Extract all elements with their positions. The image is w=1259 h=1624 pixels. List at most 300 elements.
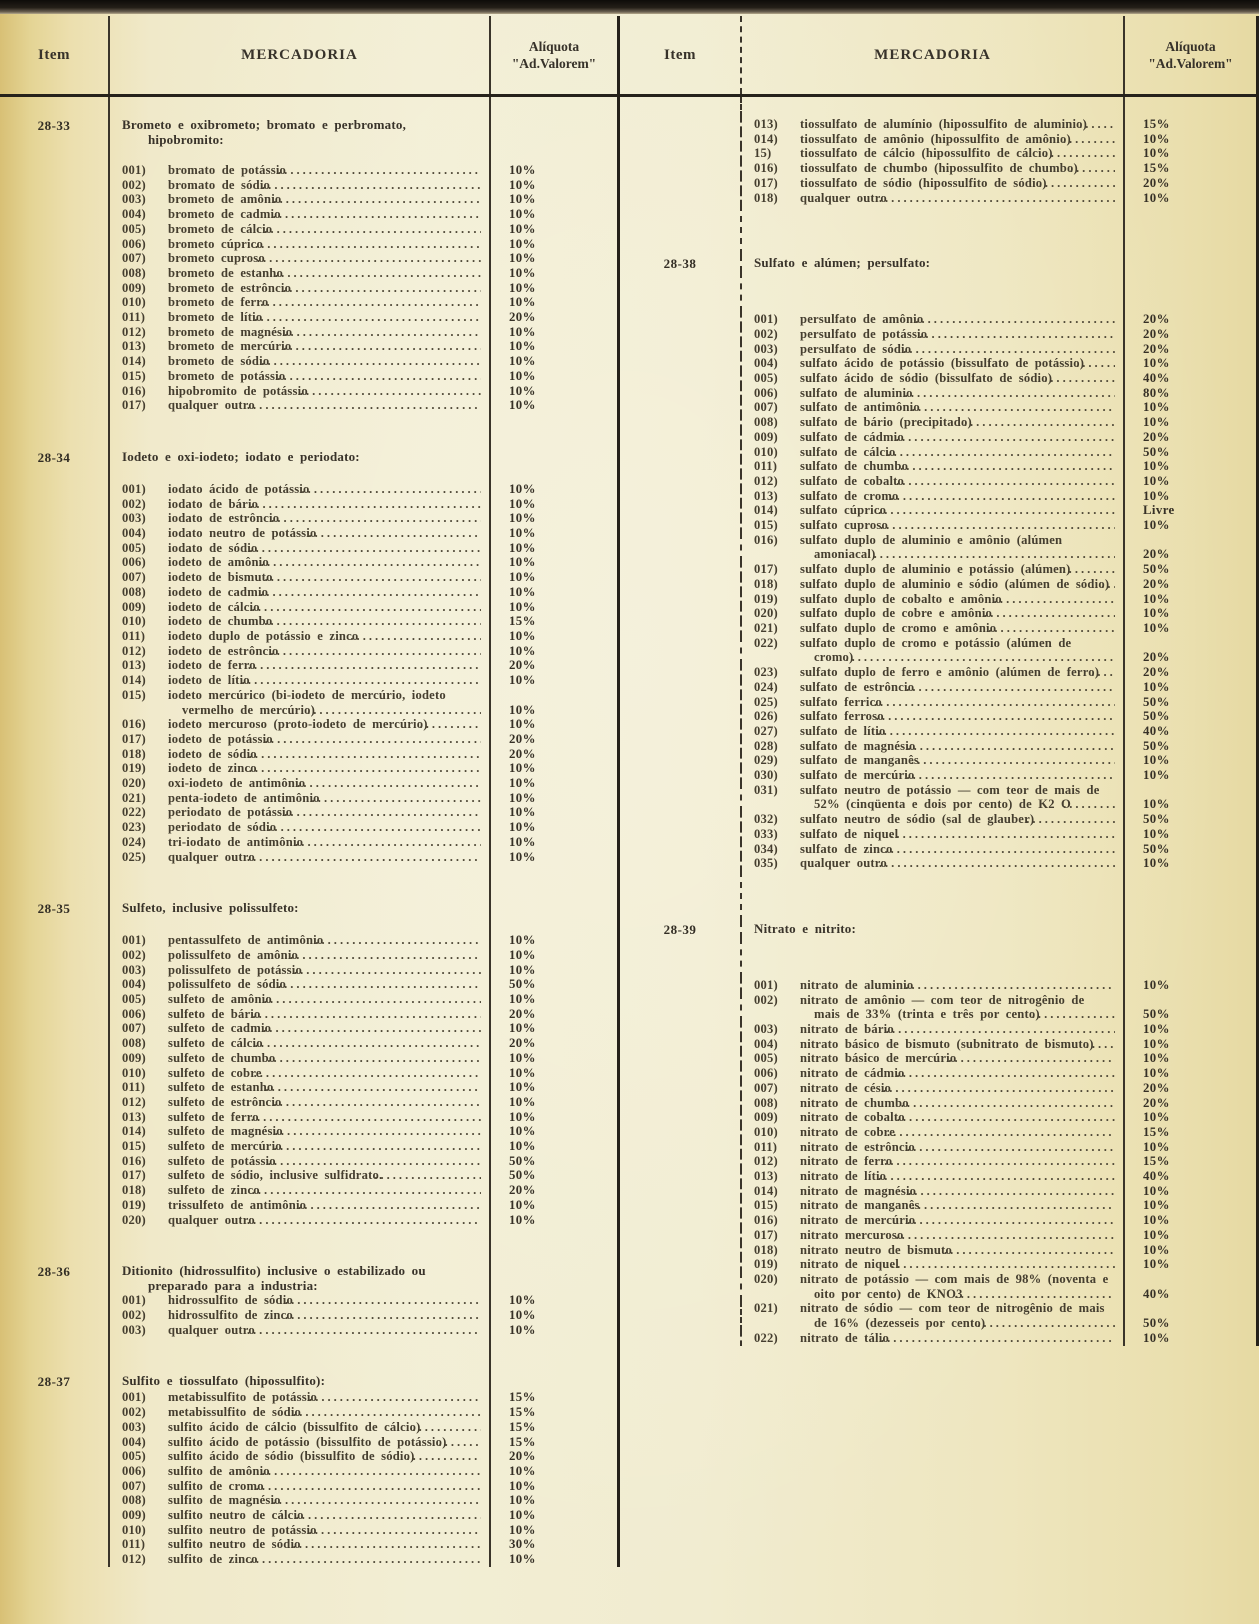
entry-rate: 20% [1143, 1080, 1170, 1095]
entry-rate: 20% [1143, 665, 1170, 680]
entry-description: sulfato duplo de cobalto e amônio ..... [800, 592, 1115, 607]
entry-code: 035) [754, 856, 778, 871]
entry-code: 025) [754, 694, 778, 709]
entry-rate: 15% [509, 614, 536, 629]
section-header-row [0, 1263, 617, 1293]
table-row [620, 827, 1256, 842]
entry-code: 019) [754, 1257, 778, 1272]
entry-cell [740, 518, 1125, 533]
entry-rate: 15% [509, 1390, 536, 1405]
entry-code: 013) [754, 117, 778, 131]
table-row [0, 585, 617, 600]
column-header-aliquota [1125, 16, 1256, 94]
table-row [620, 445, 1256, 460]
entry-rate: 20% [1143, 1095, 1170, 1110]
entry-rate: 10% [509, 761, 536, 776]
entry-cell [108, 1308, 491, 1323]
entry-code: 003) [754, 1022, 778, 1037]
table-row [620, 739, 1256, 754]
entry-rate: 10% [509, 251, 536, 266]
entry-code: 017) [754, 1227, 778, 1242]
entry-rate: 50% [1143, 694, 1170, 709]
entry-code: 006) [122, 555, 146, 570]
column-header-item: Item [38, 46, 70, 63]
entry-rate: 10% [1143, 518, 1170, 533]
entry-rate: 10% [509, 295, 536, 310]
entry-rate: 10% [509, 1109, 536, 1124]
entry-description: sulfeto de estrôncio ..... [168, 1095, 481, 1110]
entry-code: 014) [122, 673, 146, 688]
entry-cell [740, 606, 1125, 621]
entry-description: polissulfeto de sódio ..... [168, 977, 481, 992]
entry-code: 008) [122, 584, 146, 599]
entry-description: polissulfeto de potássio ..... [168, 963, 481, 978]
entry-cell [740, 1301, 1125, 1330]
entry-description: sulfeto de mercúrio ..... [168, 1139, 481, 1154]
entry-cell [740, 1198, 1125, 1213]
table-row [0, 163, 617, 178]
entry-cell [108, 526, 491, 541]
entry-code: 010) [754, 444, 778, 459]
entry-cell [740, 342, 1125, 357]
table-row [620, 327, 1256, 342]
entry-description: sulfato ácido de potássio (bissulfato de potássio) ..... [800, 356, 1115, 371]
entry-cell [108, 310, 491, 325]
entry-cell [108, 1523, 491, 1538]
table-row [0, 1051, 617, 1066]
aliquota-label-line1: Alíquota [1165, 39, 1216, 54]
entry-code: 016) [754, 532, 778, 547]
entry-rate: 10% [509, 717, 536, 732]
entry-description: nitrato de niquel ..... [800, 1257, 1115, 1272]
entry-description: tiossulfato de amônio (hipossulfito de amônio) ..... [800, 132, 1115, 147]
entry-cell [740, 1037, 1125, 1052]
section-title-cell [740, 921, 1125, 938]
entry-code: 016) [122, 717, 146, 732]
table-row [620, 1213, 1256, 1228]
entry-description: iodeto de estrôncio ..... [168, 644, 481, 659]
entry-code: 004) [754, 356, 778, 371]
entry-code: 006) [122, 1463, 146, 1478]
entry-cell [108, 776, 491, 791]
entry-description: sulfato de manganês ..... [800, 753, 1115, 768]
table-row [0, 570, 617, 585]
table-row [620, 459, 1256, 474]
entry-description: sulfito ácido de potássio (bissulfito de potássio) ..... [168, 1435, 481, 1450]
table-row [0, 207, 617, 222]
table-row [0, 369, 617, 384]
entry-rate: 10% [509, 1139, 536, 1154]
section-item-number: 28-33 [37, 118, 71, 133]
table-row [620, 132, 1256, 147]
entry-code: 025) [122, 849, 146, 864]
entry-rate: 50% [1143, 812, 1170, 827]
table-row [0, 384, 617, 399]
table-row [0, 1537, 617, 1552]
entry-code: 014) [754, 131, 778, 146]
entry-description: iodeto de sódio ..... [168, 747, 481, 762]
entry-cell [108, 266, 491, 281]
spacer-row [620, 938, 1256, 978]
entry-cell [740, 680, 1125, 695]
entry-rate: 10% [1143, 753, 1170, 768]
entry-description: iodeto de cálcio ..... [168, 600, 481, 615]
entry-code: 003) [122, 511, 146, 526]
entry-code: 010) [122, 1522, 146, 1537]
entry-rate: 10% [1143, 1330, 1170, 1345]
entry-cell [740, 1169, 1125, 1184]
entry-cell [108, 963, 491, 978]
table-row [620, 386, 1256, 401]
table-row [0, 1464, 617, 1479]
entry-code: 033) [754, 826, 778, 841]
table-row [0, 747, 617, 762]
table-row [620, 518, 1256, 533]
entry-rate: 20% [1143, 576, 1170, 591]
entry-cell [108, 1066, 491, 1081]
entry-code: 027) [754, 723, 778, 738]
entry-cell [108, 835, 491, 850]
entry-description: sulfeto de zinco ..... [168, 1183, 481, 1198]
entry-cell [108, 384, 491, 399]
entry-rate: 10% [1143, 856, 1170, 871]
entry-cell [108, 1080, 491, 1095]
entry-code: 011) [754, 459, 778, 474]
entry-description: qualquer outro ..... [168, 398, 481, 413]
entry-description: sulfato de bário (precipitado) ..... [800, 415, 1115, 430]
table-row [0, 600, 617, 615]
entry-cell [108, 497, 491, 512]
entry-rate: 10% [1143, 415, 1170, 430]
table-row [0, 791, 617, 806]
entry-code: 015) [754, 518, 778, 533]
table-row [0, 820, 617, 835]
entry-description: persulfato de amônio ..... [800, 312, 1115, 327]
entry-code: 006) [122, 1006, 146, 1021]
table-row [0, 644, 617, 659]
right-table-body [620, 97, 1256, 1346]
entry-description: nitrato neutro de bismuto ..... [800, 1243, 1115, 1258]
entry-code: 010) [754, 1124, 778, 1139]
table-row [0, 178, 617, 193]
table-row [0, 1036, 617, 1051]
entry-description: sulfeto de cálcio ..... [168, 1036, 481, 1051]
entry-description: sulfato cúprico ..... [800, 503, 1115, 518]
column-header-aliquota [491, 16, 617, 94]
entry-cell [740, 327, 1125, 342]
entry-cell [108, 805, 491, 820]
entry-code: 005) [122, 1449, 146, 1464]
entry-code: 005) [122, 540, 146, 555]
entry-cell [108, 482, 491, 497]
entry-description: sulfito ácido de sódio (bissulfito de sódio) ..... [168, 1449, 481, 1464]
entry-description: sulfato ácido de sódio (bissulfato de sódio) ..... [800, 371, 1115, 386]
table-row [0, 1552, 617, 1567]
table-row [0, 1479, 617, 1494]
entry-cell [108, 511, 491, 526]
entry-code: 004) [122, 1434, 146, 1449]
entry-cell [740, 1213, 1125, 1228]
entry-cell [740, 1331, 1125, 1346]
table-row [620, 1066, 1256, 1081]
entry-cell [108, 1036, 491, 1051]
entry-cell [740, 1066, 1125, 1081]
entry-cell [108, 354, 491, 369]
section-title-cell [108, 449, 491, 466]
entry-code: 024) [122, 834, 146, 849]
entry-rate: 10% [1143, 1036, 1170, 1051]
entry-cell [740, 459, 1125, 474]
entry-rate: 10% [509, 265, 536, 280]
entry-cell [740, 312, 1125, 327]
entry-cell [740, 533, 1125, 562]
entry-code: 020) [754, 606, 778, 621]
table-row [0, 497, 617, 512]
entry-rate: 10% [1143, 1139, 1170, 1154]
section-header-row [620, 921, 1256, 938]
spacer-row [0, 917, 617, 933]
entry-code: 005) [122, 992, 146, 1007]
table-row [0, 511, 617, 526]
entry-code: 026) [754, 709, 778, 724]
table-row [620, 709, 1256, 724]
entry-description: sulfeto de bário ..... [168, 1007, 481, 1022]
entry-rate: 10% [509, 1080, 536, 1095]
entry-cell [740, 1228, 1125, 1243]
column-header-item: Item [664, 46, 696, 63]
entry-code: 017) [754, 562, 778, 577]
entry-cell [740, 430, 1125, 445]
entry-code: 012) [754, 473, 778, 488]
entry-cell [740, 117, 1125, 132]
entry-description: polissulfeto de amônio ..... [168, 948, 481, 963]
entry-code: 013) [754, 1169, 778, 1184]
table-row [620, 1051, 1256, 1066]
table-row [620, 636, 1256, 665]
table-row [0, 776, 617, 791]
entry-rate: 10% [509, 834, 536, 849]
entry-rate: 20% [1143, 547, 1170, 562]
entry-code: 017) [122, 731, 146, 746]
entry-rate: 20% [509, 1449, 536, 1464]
entry-description: iodato de estrôncio ..... [168, 511, 481, 526]
entry-description: sulfato de antimônio ..... [800, 400, 1115, 415]
entry-cell [108, 1537, 491, 1552]
entry-code: 019) [122, 1197, 146, 1212]
entry-rate: 40% [1143, 1286, 1170, 1301]
entry-cell [108, 398, 491, 413]
entry-rate: 10% [509, 1065, 536, 1080]
entry-code: 011) [122, 628, 146, 643]
entry-code: 006) [122, 236, 146, 251]
entry-code: 001) [754, 977, 778, 992]
entry-rate: 50% [1143, 841, 1170, 856]
entry-rate: 30% [509, 1537, 536, 1552]
entry-cell [108, 1390, 491, 1405]
entry-description: metabissulfito de potássio ..... [168, 1390, 481, 1405]
entry-cell [740, 577, 1125, 592]
entry-rate: 10% [509, 511, 536, 526]
entry-code: 020) [754, 1272, 778, 1286]
entry-code: 018) [754, 576, 778, 591]
entry-cell [108, 325, 491, 340]
table-row [620, 1125, 1256, 1140]
table-row [620, 768, 1256, 783]
table-row [0, 1198, 617, 1213]
table-row [620, 993, 1256, 1022]
entry-cell [108, 237, 491, 252]
entry-rate: 10% [509, 526, 536, 541]
entry-code: 024) [754, 679, 778, 694]
table-row [0, 1405, 617, 1420]
entry-rate: 10% [509, 933, 536, 948]
entry-description: iodeto de lítio ..... [168, 673, 481, 688]
aliquota-label-line2: "Ad.Valorem" [1148, 56, 1233, 71]
table-row [620, 753, 1256, 768]
table-row [620, 1110, 1256, 1125]
entry-cell [740, 146, 1125, 161]
spacer-row [0, 1337, 617, 1373]
entry-cell [740, 400, 1125, 415]
entry-code: 007) [122, 1478, 146, 1493]
table-row [0, 629, 617, 644]
entry-code: 008) [122, 1493, 146, 1508]
entry-code: 016) [754, 161, 778, 176]
entry-cell [740, 1125, 1125, 1140]
entry-description: iodato ácido de potássio ..... [168, 482, 481, 497]
entry-rate: 15% [1143, 117, 1170, 131]
entry-description: iodeto de chumbo ..... [168, 614, 481, 629]
entry-description: nitrato de potássio — com mais de 98% (noventa e oito por cento) de KNO3 ..... [800, 1272, 1115, 1301]
entry-description: sulfato de aluminio ..... [800, 386, 1115, 401]
entry-rate: 10% [1143, 1257, 1170, 1272]
entry-description: brometo de ferro ..... [168, 295, 481, 310]
entry-code: 004) [122, 977, 146, 992]
entry-rate: 10% [509, 177, 536, 192]
table-row [0, 614, 617, 629]
entry-cell [108, 1021, 491, 1036]
entry-rate: 10% [509, 280, 536, 295]
entry-cell [108, 1420, 491, 1435]
entry-description: tiossulfato de alumínio (hipossulfito de aluminio) ..... [800, 117, 1115, 132]
entry-code: 001) [122, 933, 146, 948]
section-title-cell [108, 1263, 491, 1293]
entry-rate: 10% [509, 702, 536, 717]
entry-description: nitrato de bário ..... [800, 1022, 1115, 1037]
entry-rate: 10% [509, 1478, 536, 1493]
section-item-number: 28-34 [37, 449, 71, 465]
entry-description: brometo de lítio ..... [168, 310, 481, 325]
entry-code: 014) [122, 1124, 146, 1139]
entry-rate: 10% [509, 992, 536, 1007]
entry-cell [108, 1449, 491, 1464]
entry-code: 011) [122, 310, 146, 325]
table-row [620, 1228, 1256, 1243]
entry-cell [108, 1007, 491, 1022]
entry-rate: 50% [1143, 709, 1170, 724]
entry-cell [108, 251, 491, 266]
table-row [620, 400, 1256, 415]
entry-code: 008) [754, 1095, 778, 1110]
entry-rate: 10% [509, 673, 536, 688]
table-row [0, 237, 617, 252]
entry-rate: 10% [509, 1322, 536, 1337]
entry-rate: 20% [509, 658, 536, 673]
entry-rate: 10% [1143, 1213, 1170, 1228]
table-row [620, 1037, 1256, 1052]
entry-rate: 10% [509, 628, 536, 643]
entry-code: 032) [754, 812, 778, 827]
entry-description: brometo cuproso ..... [168, 251, 481, 266]
entry-description: sulfato ferroso ..... [800, 709, 1115, 724]
entry-cell [740, 503, 1125, 518]
entry-description: brometo de estrôncio ..... [168, 281, 481, 296]
entry-code: 009) [122, 1508, 146, 1523]
table-row [0, 1449, 617, 1464]
entry-description: nitrato de tálio ..... [800, 1331, 1115, 1346]
section-title: Sulfito e tiossulfato (hipossulfito): [122, 1373, 326, 1389]
entry-code: 001) [122, 1293, 146, 1308]
entry-rate: 40% [1143, 1169, 1170, 1184]
entry-description: sulfato duplo de ferro e amônio (alúmen de ferro) ..... [800, 665, 1115, 680]
table-row [620, 1184, 1256, 1199]
table-row [620, 356, 1256, 371]
entry-code: 023) [754, 665, 778, 680]
entry-description: sulfato neutro de sódio (sal de glauber) ..... [800, 812, 1115, 827]
entry-code: 030) [754, 768, 778, 783]
entry-rate: 10% [1143, 1051, 1170, 1066]
entry-description: nitrato de magnésio ..... [800, 1184, 1115, 1199]
entry-code: 009) [754, 1110, 778, 1125]
entry-code: 002) [754, 992, 778, 1007]
entry-rate: 15% [1143, 161, 1170, 176]
entry-cell [108, 1508, 491, 1523]
entry-cell [108, 747, 491, 762]
entry-rate: 50% [509, 1168, 536, 1183]
entry-description: sulfato de cádmio ..... [800, 430, 1115, 445]
entry-code: 017) [754, 175, 778, 190]
entry-code: 015) [122, 1139, 146, 1154]
scan-edge-band [0, 0, 1259, 14]
entry-cell [740, 489, 1125, 504]
entry-cell [108, 629, 491, 644]
spacer-row [620, 205, 1256, 255]
entry-description: iodeto de ferro ..... [168, 658, 481, 673]
entry-description: bromato de sódio ..... [168, 178, 481, 193]
column-header-mercadoria: MERCADORIA [740, 16, 1125, 94]
entry-cell [108, 1552, 491, 1567]
entry-rate: 10% [509, 599, 536, 614]
spacer-row [0, 147, 617, 163]
table-row [0, 1420, 617, 1435]
entry-description: sulfato neutro de potássio — com teor de mais de 52% (cinqüenta e dois por cento) de K2 O ..... [800, 783, 1115, 812]
entry-description: sulfito neutro de cálcio ..... [168, 1508, 481, 1523]
entry-code: 014) [754, 1183, 778, 1198]
entry-cell [108, 717, 491, 732]
entry-rate: 10% [509, 207, 536, 222]
entry-cell [108, 281, 491, 296]
entry-description: sulfato de lítio ..... [800, 724, 1115, 739]
entry-code: 008) [122, 265, 146, 280]
entry-rate: 10% [1143, 826, 1170, 841]
table-row [620, 1301, 1256, 1330]
entry-code: 015) [754, 1198, 778, 1213]
entry-code: 004) [754, 1036, 778, 1051]
entry-cell [108, 1405, 491, 1420]
entry-rate: 10% [1143, 768, 1170, 783]
section-header-row [0, 449, 617, 466]
entry-description: sulfeto de cobre ..... [168, 1066, 481, 1081]
